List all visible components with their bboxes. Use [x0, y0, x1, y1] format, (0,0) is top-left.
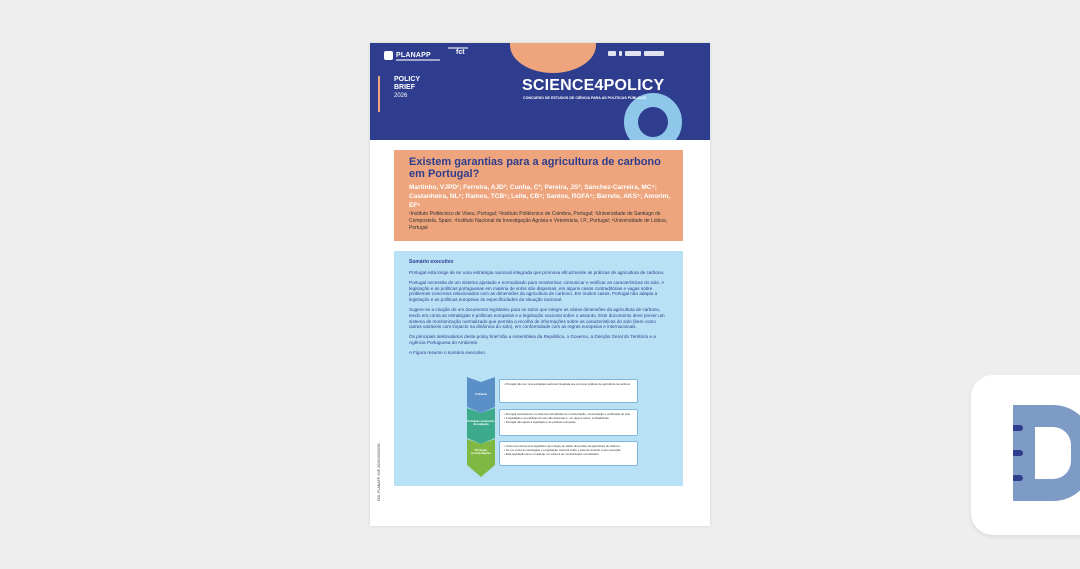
summary-paragraph: Sugere-se a criação de um documento legislativo para os solos que integre as várias dimensões da agricultura de carbono, tendo em conta as estratégias e políticas europeias e a legislação nacional sobre o assunto. Este documento deve prever um sistema de monitorização normalizado que permita a recolha de informações sobre as características do solo (bem como outras variáveis com impacto na dinâmica do solo), em conformidade com as regras europeias e internacionais. — [409, 306, 665, 330]
policy-brief-badge — [378, 76, 436, 112]
summary-paragraph: Os principais destinatários deste policy brief são a Assembleia da República, o Governo, a Direção Geral do Território e a Agência Portuguesa do Ambiente. — [409, 334, 656, 345]
badge-line-2: BRIEF — [394, 84, 415, 91]
policy-brief-page — [370, 43, 710, 526]
stage-label: Problema — [475, 393, 487, 396]
summary-paragraph: Portugal está longe de ter uma estratégia nacional integrada que promova eficazmente as práticas de agricultura de carbono. — [409, 270, 665, 275]
badge-line-1: POLICY — [394, 76, 421, 83]
stage-chevron-recommendations — [467, 439, 495, 477]
stage-point: • Esta legislação deve considerar um sistema de monitorização normalizado. — [504, 451, 600, 456]
program-title: SCIENCE4POLICY — [522, 77, 665, 94]
planapp-tagline — [396, 59, 440, 61]
brief-authors: Martinho, VJPD¹; Ferreira, AJD²; Cunha, C³; Pereira, JS³; Sánchez-Carreira, MC⁴; Castanheira, NL⁵; Ramos, TCB⁵; Leite, CB⁵; Santos, RGFA⁵; Barreto, AKS⁵; Amorim, EF⁶ — [409, 184, 671, 209]
stage-point: • Portugal não ajusta a legislação e as políticas europeias. — [504, 419, 577, 424]
stage-point: • Portugal necessita de um sistema normalizado de monitorização, comunicação e verificação do solo. — [504, 412, 631, 416]
planapp-logo-text: PLANAPP — [396, 51, 431, 59]
header-banner — [370, 43, 710, 140]
republica-logo-icon — [619, 51, 622, 56]
stage-box-findings — [499, 409, 638, 436]
fct-logo: fct — [456, 49, 465, 56]
stage-point: • A legislação e as políticas de solo são dispersas e, em alguns casos, contraditórias. — [504, 415, 610, 420]
brief-affiliations: ¹Instituto Politécnico de Viseu, Portugal; ²Instituto Politécnico de Coimbra, Portugal; ³Universidade de Santiago de Compostela, Spain; ⁴Instituto Nacional de Investigação Agrária e Veterinária, I.P., Portugal; ⁵Universidade de Lisboa, Portugal — [409, 211, 668, 231]
notebook-icon[interactable] — [1013, 405, 1080, 501]
brief-title: Existem garantias para a agricultura de carbono em Portugal? — [409, 156, 661, 180]
prr-logo-icon — [608, 51, 616, 56]
summary-paragraph: A Figura resume o sumário executivo. — [409, 349, 487, 355]
side-identifier: DOI: PLANAPP-S4P-2026/00000000 — [377, 443, 381, 501]
executive-summary — [394, 251, 683, 486]
eu-funding-logo-icon — [644, 51, 664, 56]
planapp-logo-icon — [384, 51, 393, 60]
summary-heading: Sumário executivo — [409, 259, 454, 265]
stage-point: • Criar novo documento legislativo que integre as várias dimensões da agricultura de carbono. — [504, 444, 621, 448]
stage-box-problem — [499, 379, 638, 403]
stage-label: Principais conclusões da avaliação — [467, 420, 495, 426]
stage-point: • Portugal não tem uma estratégia nacional integrada que promova práticas de agricultura de carbono. — [504, 382, 631, 386]
program-subtitle: CONCURSO DE ESTUDOS DE CIÊNCIA PARA AS POLÍTICAS PÚBLICAS — [523, 96, 647, 100]
decorative-salmon-circle — [510, 43, 596, 73]
decorative-blue-ring — [624, 93, 682, 140]
summary-paragraph: Portugal necessita de um sistema ajustado e normalizado para monitorizar, comunicar e verificar as características do solo. A legislação e as políticas portuguesas em matéria de solos são dispersas, em alguns casos contraditórias e vagas sobre problemas concretos relacionados com as dimensões da agricultura de carbono. Em muitos casos, Portugal não adapta a legislação e as políticas europeias às especificidades da situação nacional. — [409, 279, 665, 303]
stage-point: • Ter em conta as estratégias e a legislação nacional sobre o assunto durante a sua conceção. — [504, 447, 622, 452]
summary-figure — [443, 377, 639, 477]
stage-label: Principais recomendações — [471, 449, 491, 455]
badge-year: 2026 — [394, 93, 408, 99]
funders-logos — [608, 51, 664, 56]
republica-text-icon — [625, 51, 641, 56]
title-box — [394, 150, 683, 241]
stage-box-recommendations — [499, 441, 638, 466]
